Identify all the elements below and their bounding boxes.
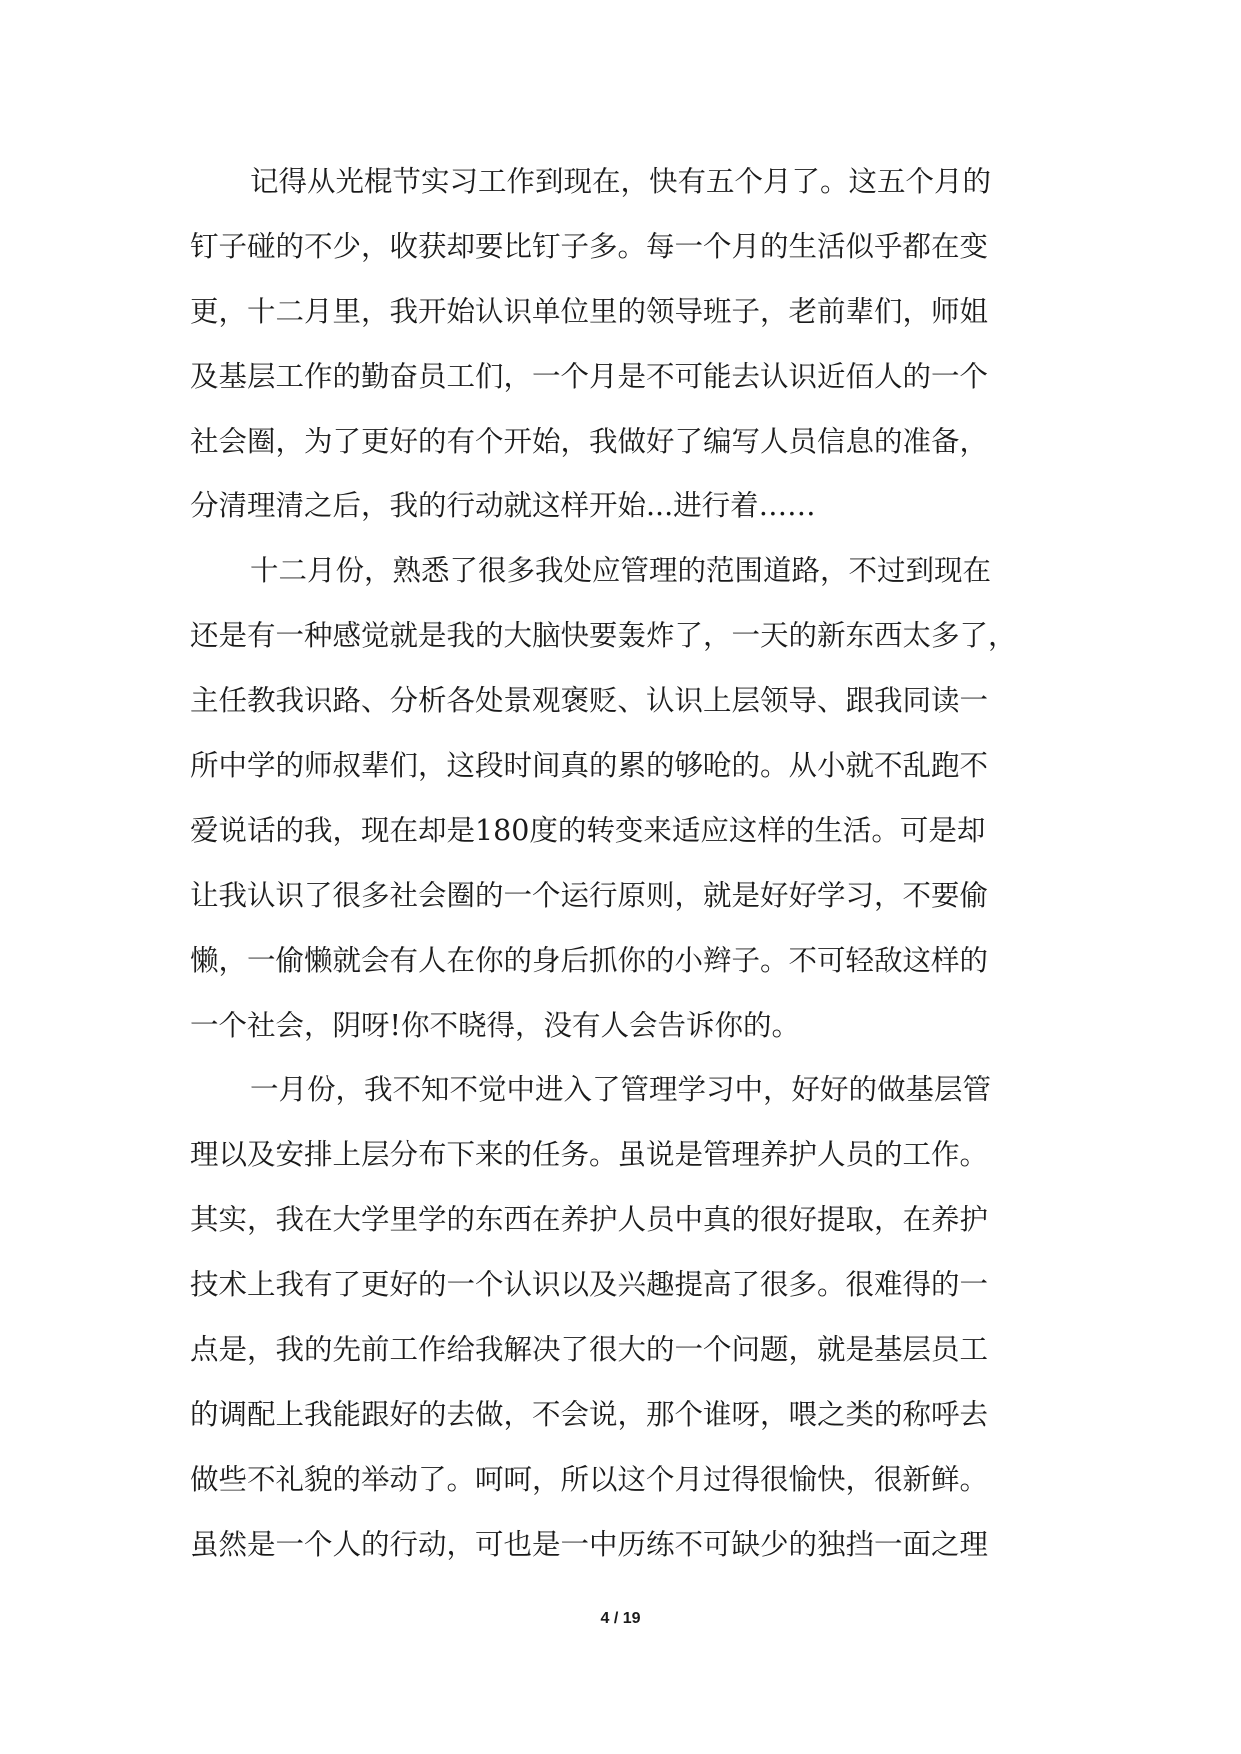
paragraph-2-line-4: 所中学的师叔辈们，这段时间真的累的够呛的。从小就不乱跑不: [190, 749, 989, 783]
paragraph-1-line-4: 及基层工作的勤奋员工们，一个月是不可能去认识近佰人的一个: [190, 359, 989, 393]
paragraph-2-line-8: 一个社会，阴呀!你不晓得，没有人会告诉你的。: [190, 1008, 800, 1042]
paragraph-3-line-5: 点是，我的先前工作给我解决了很大的一个问题，就是基层员工: [190, 1333, 989, 1367]
paragraph-3-line-6: 的调配上我能跟好的去做，不会说，那个谁呀，喂之类的称呼去: [190, 1397, 989, 1431]
paragraph-1-line-2: 钉子碰的不少，收获却要比钉子多。每一个月的生活似乎都在变: [190, 229, 989, 263]
paragraph-2-line-2: 还是有一种感觉就是我的大脑快要轰炸了，一天的新东西太多了，: [190, 619, 1017, 653]
paragraph-2-line-6: 让我认识了很多社会圈的一个运行原则，就是好好学习，不要偷: [190, 878, 989, 912]
paragraph-2-line-3: 主任教我识路、分析各处景观褒贬、认识上层领导、跟我同读一: [190, 684, 989, 718]
paragraph-2-line-1: 十二月份，熟悉了很多我处应管理的范围道路，不过到现在: [250, 554, 992, 588]
page-number: 4 / 19: [600, 1610, 641, 1627]
paragraph-3-line-7: 做些不礼貌的举动了。呵呵，所以这个月过得很愉快，很新鲜。: [190, 1462, 989, 1496]
paragraph-2-line-7: 懒，一偷懒就会有人在你的身后抓你的小辫子。不可轻敌这样的: [190, 943, 989, 977]
paragraph-3-line-3: 其实，我在大学里学的东西在养护人员中真的很好提取，在养护: [190, 1203, 989, 1237]
paragraph-1-line-1: 记得从光棍节实习工作到现在，快有五个月了。这五个月的: [250, 165, 992, 198]
paragraph-3-line-8: 虽然是一个人的行动，可也是一中历练不可缺少的独挡一面之理: [190, 1527, 989, 1561]
paragraph-1-line-6: 分清理清之后，我的行动就这样开始...进行着……: [190, 489, 816, 523]
paragraph-2-line-5: 爱说话的我，现在却是180度的转变来适应这样的生活。可是却: [190, 813, 986, 847]
paragraph-3-line-4: 技术上我有了更好的一个认识以及兴趣提高了很多。很难得的一: [190, 1268, 989, 1302]
document-body: [190, 150, 1070, 1578]
paragraph-3-line-2: 理以及安排上层分布下来的任务。虽说是管理养护人员的工作。: [190, 1138, 989, 1172]
paragraph-1-line-3: 更，十二月里，我开始认识单位里的领导班子，老前辈们，师姐: [190, 294, 989, 328]
paragraph-3-line-1: 一月份，我不知不觉中进入了管理学习中，好好的做基层管: [250, 1073, 992, 1107]
paragraph-1-line-5: 社会圈，为了更好的有个开始，我做好了编写人员信息的准备，: [190, 424, 989, 458]
